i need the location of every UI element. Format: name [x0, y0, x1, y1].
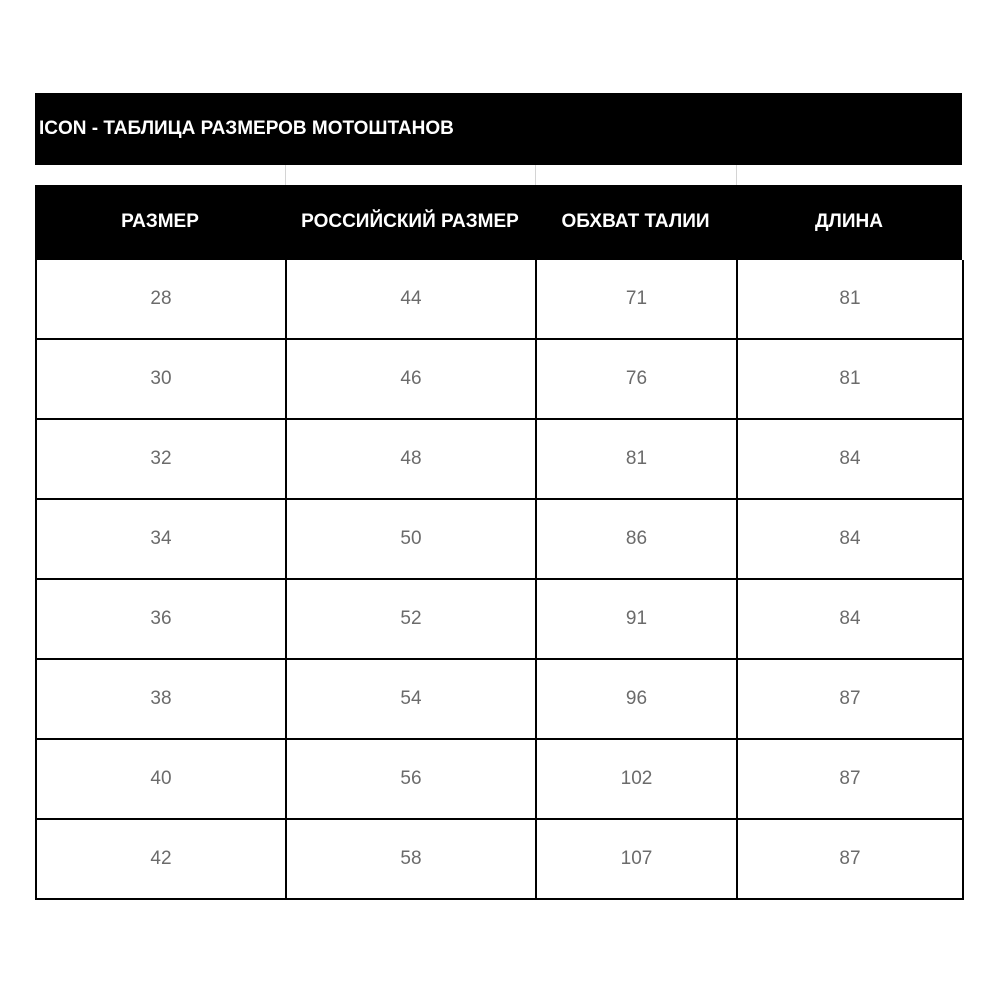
table-cell-size: 38	[37, 660, 287, 740]
table-cell-length: 87	[738, 820, 964, 900]
table-cell-russian-size: 58	[287, 820, 537, 900]
table-cell-length: 87	[738, 740, 964, 820]
table-cell-length: 84	[738, 420, 964, 500]
table-title: ICON - ТАБЛИЦА РАЗМЕРОВ МОТОШТАНОВ	[35, 93, 962, 165]
table-cell-length: 87	[738, 660, 964, 740]
table-cell-length: 81	[738, 260, 964, 340]
table-cell-russian-size: 56	[287, 740, 537, 820]
table-cell-size: 36	[37, 580, 287, 660]
table-cell-length: 81	[738, 340, 964, 420]
spacer-cell	[35, 165, 285, 185]
spacer-cell	[285, 165, 535, 185]
table-body	[35, 258, 962, 900]
table-cell-waist: 91	[537, 580, 738, 660]
table-cell-waist: 71	[537, 260, 738, 340]
table-cell-waist: 76	[537, 340, 738, 420]
column-header-russian-size: РОССИЙСКИЙ РАЗМЕР	[301, 210, 519, 232]
table-cell-russian-size: 48	[287, 420, 537, 500]
spacer-cell	[535, 165, 736, 185]
spacer-row	[35, 165, 962, 185]
size-chart	[35, 93, 962, 900]
table-header-row	[35, 185, 962, 258]
table-cell-russian-size: 50	[287, 500, 537, 580]
table-cell-length: 84	[738, 580, 964, 660]
table-cell-size: 32	[37, 420, 287, 500]
table-cell-russian-size: 52	[287, 580, 537, 660]
table-cell-waist: 107	[537, 820, 738, 900]
table-cell-size: 40	[37, 740, 287, 820]
table-cell-russian-size: 46	[287, 340, 537, 420]
spacer-cell	[736, 165, 962, 185]
table-cell-size: 34	[37, 500, 287, 580]
column-header-waist: ОБХВАТ ТАЛИИ	[561, 210, 710, 232]
table-cell-length: 84	[738, 500, 964, 580]
table-cell-waist: 81	[537, 420, 738, 500]
table-cell-waist: 86	[537, 500, 738, 580]
table-cell-size: 28	[37, 260, 287, 340]
table-cell-waist: 96	[537, 660, 738, 740]
table-cell-size: 30	[37, 340, 287, 420]
column-header-size: РАЗМЕР	[121, 210, 199, 232]
table-cell-size: 42	[37, 820, 287, 900]
column-header-length: ДЛИНА	[815, 210, 883, 232]
table-cell-russian-size: 44	[287, 260, 537, 340]
table-cell-waist: 102	[537, 740, 738, 820]
table-cell-russian-size: 54	[287, 660, 537, 740]
